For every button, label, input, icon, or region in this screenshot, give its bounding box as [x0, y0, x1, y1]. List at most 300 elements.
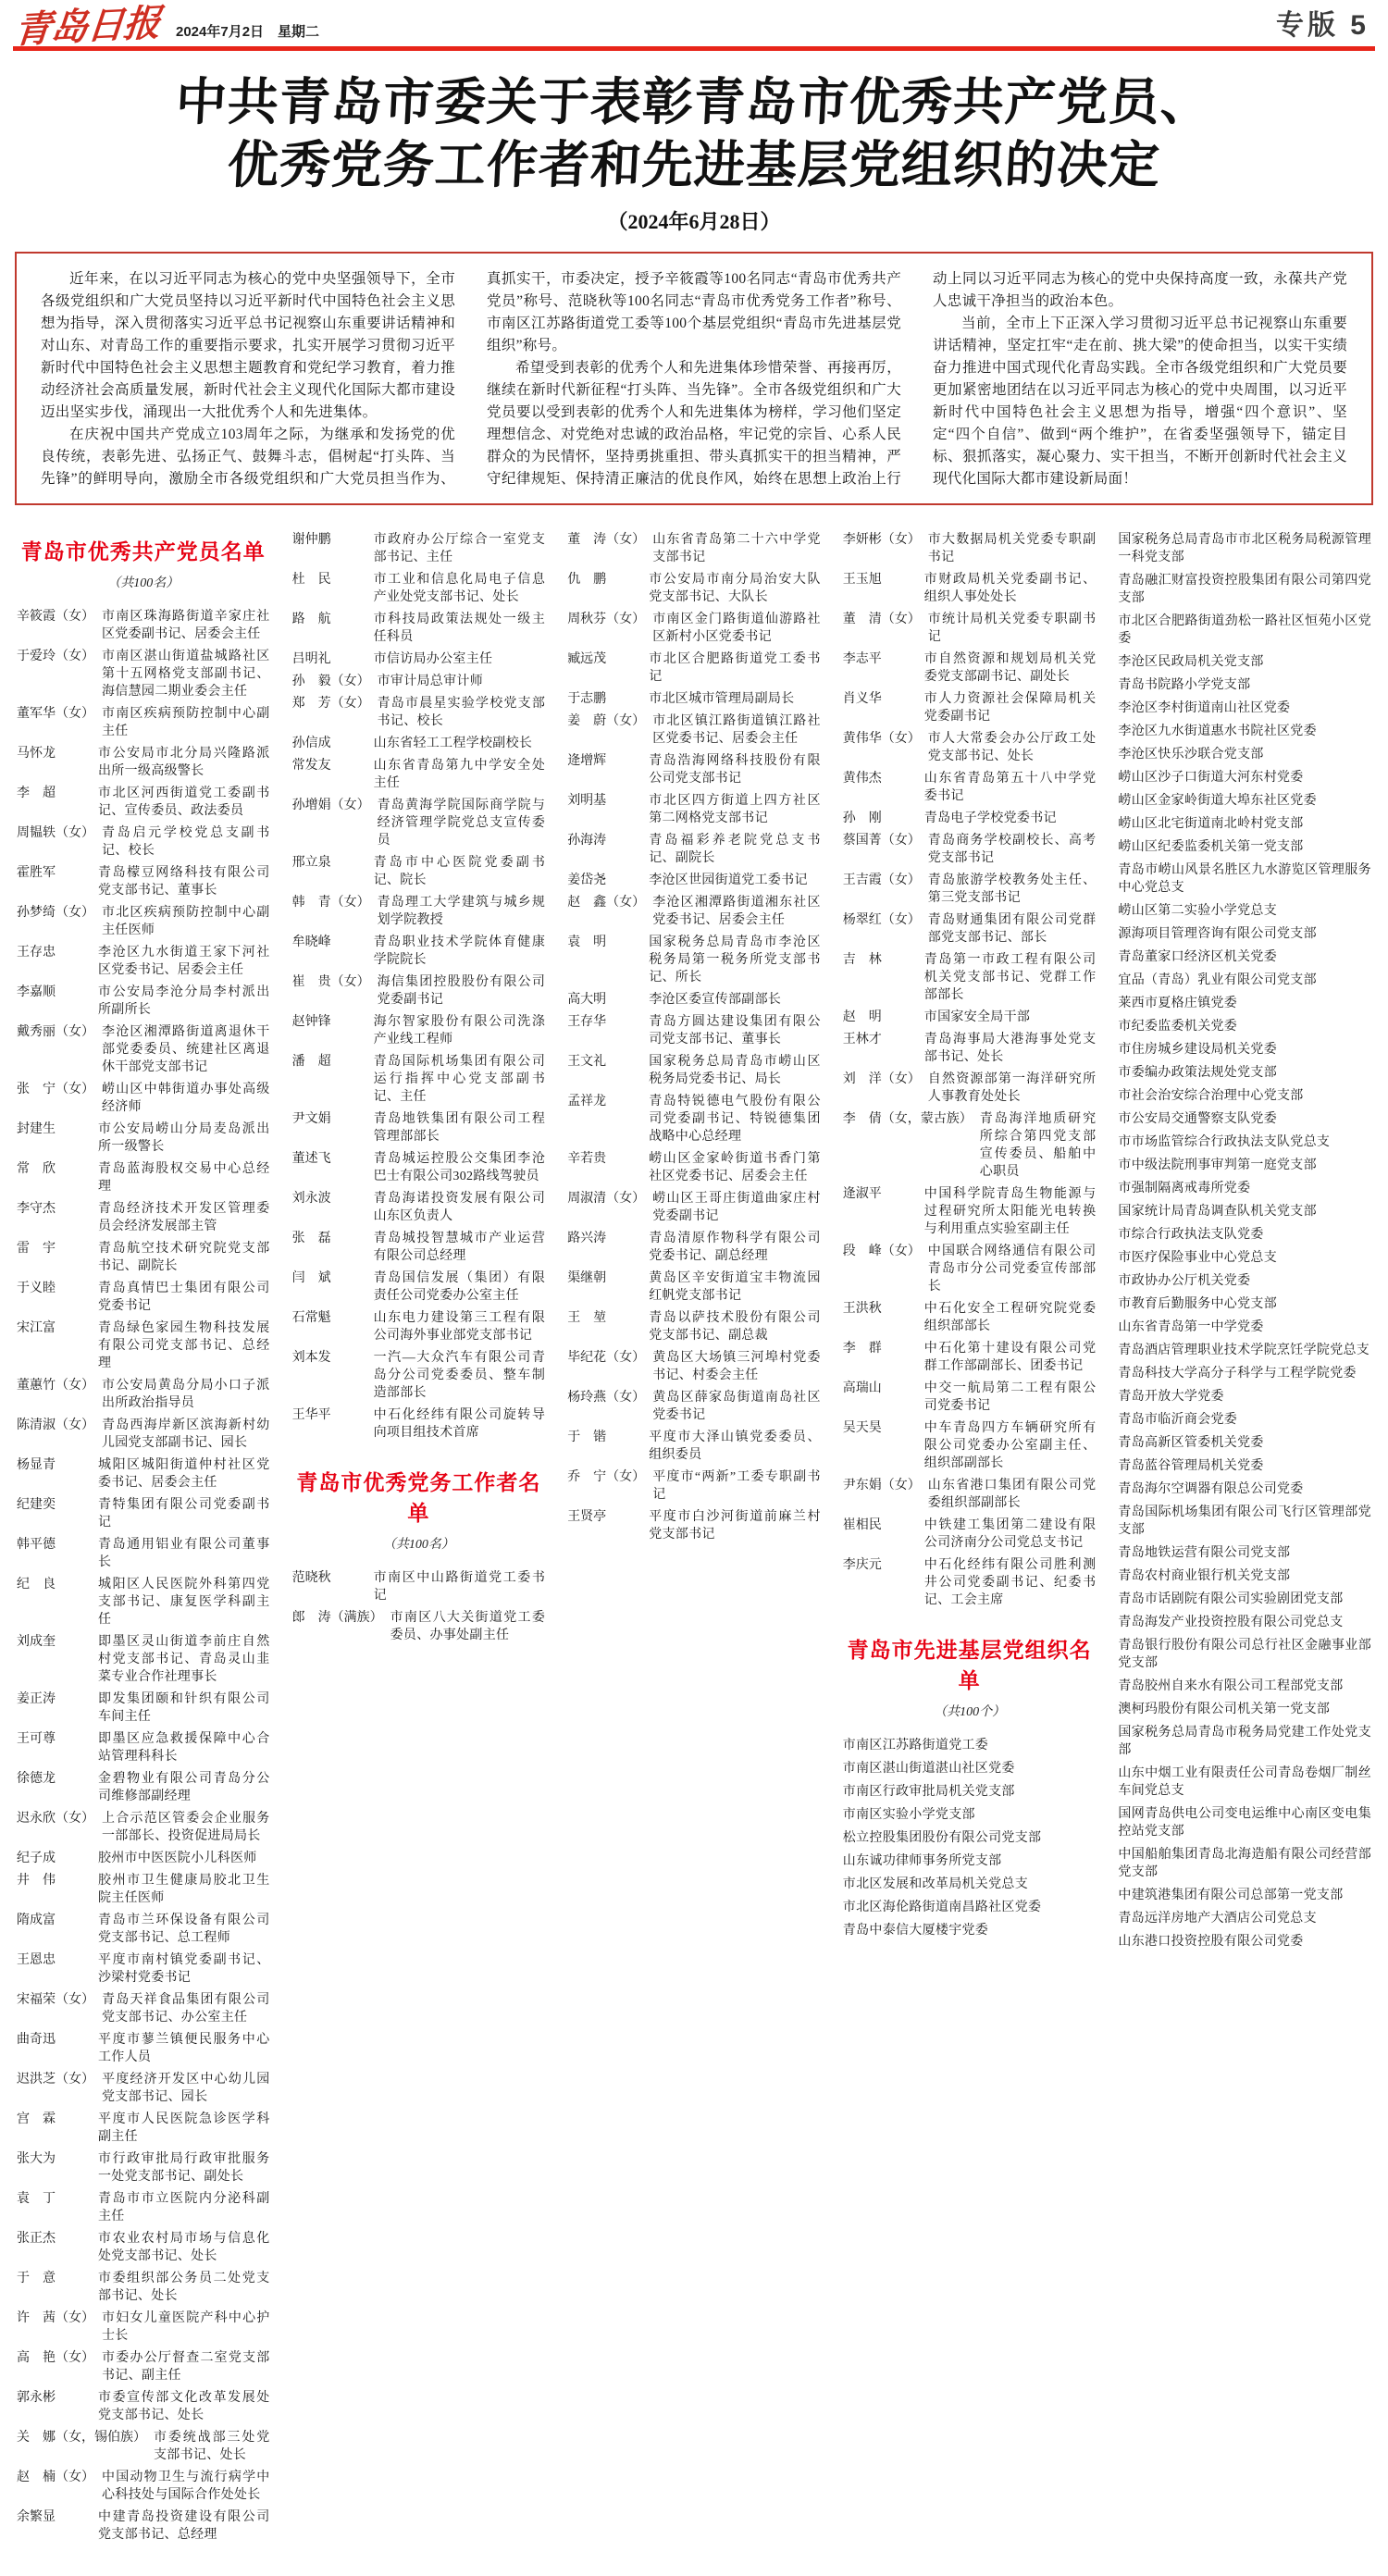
person-name: 黄伟华（女）: [842, 732, 921, 746]
person-title: 市妇女儿童医院产科中心护士长: [102, 2311, 270, 2343]
person-name: 吴天昊: [842, 1421, 882, 1435]
list-column-4: [843, 531, 1097, 2548]
person-title: 市北区城市管理局副局长: [649, 692, 795, 706]
person-entry: [567, 1468, 821, 1504]
person-title: 市南区中山路街道党工委书记: [373, 1571, 546, 1603]
person-name: 崔相民: [842, 1518, 882, 1532]
org-entry: 崂山区纪委监委机关第一党支部: [1118, 840, 1304, 854]
person-title: 市南区珠海路街道辛家庄社区党委副书记、居委会主任: [102, 610, 270, 641]
person-name: 王华平: [291, 1408, 331, 1422]
org-entry: 市公安局交通警察支队党委: [1118, 1112, 1277, 1126]
person-title: 山东省轻工工程学校副校长: [373, 737, 533, 750]
person-title: 中国联合网络通信有限公司青岛市分公司党委宣传部部长: [927, 1245, 1097, 1294]
person-entry: [17, 1456, 270, 1492]
person-entry: [292, 1230, 546, 1265]
org-entry: 山东省青岛第一中学党委: [1118, 1320, 1264, 1334]
person-entry: [17, 1991, 270, 2026]
person-entry: [567, 611, 821, 646]
person-title: 市信访局办公室主任: [373, 652, 493, 666]
person-entry: [843, 1243, 1097, 1295]
person-entry: [292, 1053, 546, 1106]
person-name: 迟永欣（女）: [17, 1812, 94, 1826]
person-title: 青岛商务学校副校长、高考党支部书记: [927, 834, 1097, 865]
person-name: 关 娜（女，锡伯族）: [17, 2431, 146, 2445]
person-title: 平度市南村镇党委副书记、沙梁村党委书记: [98, 1953, 270, 1985]
person-name: 范晓秋: [291, 1571, 331, 1585]
person-entry: [17, 1810, 270, 1845]
person-name: 于志鹏: [567, 692, 607, 706]
person-title: 中石化第十建设有限公司党群工作部副部长、团委书记: [923, 1342, 1097, 1373]
intro-paragraph: 在庆祝中国共产党成立103周年之际，为继承和发扬党的优良传统，表彰先进、弘扬正气、鼓舞斗志，倡树起“打头阵、当先锋”的鲜明导向，激励全市各级党组织和广大党员担当作为、真抓实干，市委决定，授予辛筱霞等100名同志“青岛市优秀共产党员”称号、范晓秋等100名同志“青岛市优秀党务工作者”称号、市南区江苏路街道党工委等100个基层党组织“青岛市先进基层党组织”称号。: [41, 271, 901, 487]
person-name: 刘 洋（女）: [842, 1072, 921, 1086]
person-title: 平度市大泽山镇党委委员、组织委员: [649, 1430, 821, 1462]
person-title: 青岛国信发展（集团）有限责任公司党委办公室主任: [373, 1271, 546, 1303]
person-name: 李妍彬（女）: [842, 533, 921, 547]
person-name: 郑 芳（女）: [291, 697, 370, 711]
person-entry: [292, 757, 546, 792]
intro-paragraph: 希望受到表彰的优秀个人和先进集体珍惜荣誉、再接再厉，继续在新时代新征程“打头阵、当先锋”。全市各级党组织和广大党员要以受到表彰的优秀个人和先进集体为榜样，学习他们坚定理想信念、对党绝对忠诚的政治品格，牢记党的宗旨、心系人民群众的为民情怀，坚持勇挑重担、带头真抓实干的担当精神，严守纪律规矩、保持清正廉洁的优良作风，始终在思想上政治上行动上同以习近平同志为核心的党中央保持高度一致，永葆共产党人忠诚干净担当的政治本色。: [487, 271, 1347, 487]
person-entry: [843, 832, 1097, 867]
person-name: 高大明: [567, 993, 607, 1007]
person-name: 吉 林: [842, 953, 882, 967]
person-entry: [843, 730, 1097, 765]
person-title: 黄岛区薛家岛街道南岛社区党委书记: [652, 1391, 821, 1422]
person-entry: [292, 571, 546, 606]
person-title: 青岛绿色家园生物科技发展有限公司党支部书记、总经理: [98, 1321, 270, 1370]
person-title: 黄岛区大场镇三河埠村党委书记、村委会主任: [652, 1351, 821, 1382]
person-title: 中国动物卫生与流行病学中心科技处与国际合作处处长: [102, 2471, 270, 2502]
person-title: 青岛城投智慧城市产业运营有限公司总经理: [373, 1232, 546, 1263]
masthead-date: 2024年7月2日 星期二: [176, 24, 320, 40]
org-entry: 松立控股集团股份有限公司党支部: [842, 1831, 1042, 1845]
person-entry: [292, 894, 546, 929]
person-title: 上合示范区管委会企业服务一部部长、投资促进局局长: [102, 1812, 270, 1843]
person-name: 陈清淑（女）: [17, 1418, 94, 1432]
person-entry: [843, 1380, 1097, 1415]
person-title: 市政府办公厅综合一室党支部书记、主任: [373, 533, 546, 564]
org-entry: 市住房城乡建设局机关党委: [1118, 1043, 1277, 1057]
person-entry: [292, 1190, 546, 1225]
person-entry: [567, 1150, 821, 1185]
person-title: 青岛航空技术研究院党支部书记、副院长: [98, 1242, 270, 1273]
person-title: 青岛真情巴士集团有限公司党委书记: [98, 1282, 270, 1313]
person-entry: [567, 1429, 821, 1464]
person-entry: [292, 531, 546, 566]
person-name: 纪建奕: [17, 1498, 56, 1512]
person-entry: [17, 1951, 270, 1987]
person-entry: [567, 1190, 821, 1225]
person-title: 青岛福彩养老院党总支书记、副院长: [649, 834, 821, 865]
person-title: 青岛财通集团有限公司党群部党支部书记、部长: [927, 913, 1097, 945]
person-title: 青岛特锐德电气股份有限公司党委副书记、特锐德集团战略中心总经理: [649, 1095, 821, 1144]
person-entry: [17, 1377, 270, 1412]
org-entry: 中国船舶集团青岛北海造船有限公司经营部党支部: [1118, 1848, 1371, 1879]
org-entry: 国家统计局青岛调查队机关党支部: [1118, 1205, 1317, 1219]
person-entry: [567, 1230, 821, 1265]
org-entry: 市市场监管综合行政执法支队党总支: [1118, 1135, 1331, 1149]
person-title: 市自然资源和规划局机关党委党支部副书记、副处长: [923, 652, 1097, 684]
person-entry: [843, 1071, 1097, 1106]
org-entry: 青岛融汇财富投资控股集团有限公司第四党支部: [1118, 574, 1371, 605]
person-entry: [843, 1340, 1097, 1375]
person-title: 山东省青岛第九中学安全处主任: [373, 759, 546, 790]
person-entry: [292, 1110, 546, 1146]
person-entry: [17, 1536, 270, 1571]
person-title: 青岛市市立医院内分泌科副主任: [98, 2192, 270, 2223]
person-title: 青岛市晨星实验学校党支部书记、校长: [377, 697, 546, 728]
org-entry: 青岛胶州自来水有限公司工程部党支部: [1118, 1679, 1344, 1693]
person-name: 高瑞山: [842, 1381, 882, 1395]
person-name: 董 清（女）: [842, 613, 921, 626]
person-title: 青岛海事局大港海事处党支部书记、处长: [923, 1033, 1097, 1064]
person-title: 市委组织部公务员二处党支部书记、处长: [98, 2272, 270, 2303]
person-name: 董蕙竹（女）: [17, 1379, 94, 1393]
person-title: 市科技局政策法规处一级主任科员: [373, 613, 546, 644]
person-title: 城阳区人民医院外科第四党支部书记、康复医学科副主任: [98, 1578, 270, 1627]
person-name: 姜 蔚（女）: [567, 714, 646, 728]
person-title: 青岛市兰环保设备有限公司党支部书记、总工程师: [98, 1913, 270, 1945]
org-entry: 青岛地铁运营有限公司党支部: [1118, 1546, 1291, 1560]
masthead-left: [12, 0, 320, 53]
person-name: 姜正涛: [17, 1692, 56, 1706]
person-title: 自然资源部第一海洋研究所人事教育处处长: [927, 1072, 1097, 1104]
person-title: 海信集团控股股份有限公司党委副书记: [377, 975, 546, 1007]
person-title: 市南区八大关街道党工委委员、办事处副主任: [390, 1611, 546, 1642]
person-name: 雷 宇: [17, 1242, 56, 1256]
person-name: 袁 丁: [17, 2192, 56, 2206]
person-title: 市大数据局机关党委专职副书记: [927, 533, 1097, 564]
person-entry: [17, 2469, 270, 2504]
list-column-2: [292, 531, 546, 2548]
person-name: 孙 刚: [842, 811, 882, 825]
person-name: 马怀龙: [17, 747, 56, 761]
person-name: 王洪秋: [842, 1302, 882, 1316]
list-column-3: [567, 531, 821, 2548]
person-title: 市人力资源社会保障局机关党委副书记: [923, 692, 1097, 724]
person-title: 市北区河西街道党工委副书记、宣传委员、政法委员: [98, 786, 270, 818]
person-title: 李沧区委宣传部副部长: [649, 993, 782, 1007]
org-entry: 市南区实验小学党支部: [842, 1808, 975, 1822]
person-title: 青岛天祥食品集团有限公司党支部书记、办公室主任: [102, 1993, 270, 2025]
person-title: 市财政局机关党委副书记、组织人事处处长: [923, 573, 1097, 604]
person-title: 金碧物业有限公司青岛分公司维修部副经理: [98, 1772, 270, 1803]
person-name: 毕纪花（女）: [567, 1351, 646, 1365]
person-title: 青岛以萨技术股份有限公司党支部书记、副总裁: [649, 1311, 821, 1343]
person-name: 渠继朝: [567, 1271, 607, 1285]
person-title: 青岛通用铝业有限公司董事长: [98, 1538, 270, 1569]
person-entry: [567, 832, 821, 867]
org-entry: 宜品（青岛）乳业有限公司党支部: [1118, 973, 1317, 987]
section-count: （共100个）: [934, 1705, 1006, 1719]
person-entry: [292, 673, 546, 690]
person-entry: [17, 864, 270, 899]
org-entry: 青岛蓝谷管理局机关党委: [1118, 1459, 1264, 1473]
org-entry: 崂山区第二实验小学党总支: [1118, 904, 1277, 918]
person-name: 刘本发: [291, 1351, 331, 1365]
person-name: 常发友: [291, 759, 331, 773]
org-entry: 市教育后勤服务中心党支部: [1118, 1297, 1277, 1311]
person-entry: [843, 1185, 1097, 1238]
person-title: 市农业农村局市场与信息化处党支部书记、处长: [98, 2232, 270, 2263]
person-name: 张正杰: [17, 2232, 56, 2246]
person-title: 青岛电子学校党委书记: [923, 811, 1057, 825]
person-name: 王吉霞（女）: [842, 873, 921, 887]
org-entry: 青岛市崂山风景名胜区九水游览区管理服务中心党总支: [1118, 863, 1371, 895]
org-entry: 山东诚功律师事务所党支部: [842, 1854, 1002, 1868]
person-name: 杨玲燕（女）: [567, 1391, 646, 1405]
person-title: 青岛浩海网络科技股份有限公司党支部书记: [649, 754, 821, 786]
org-entry: 国网青岛供电公司变电运维中心南区变电集控站党支部: [1118, 1807, 1371, 1839]
person-entry: [17, 2230, 270, 2265]
person-entry: [17, 2349, 270, 2384]
person-name: 常 欣: [17, 1162, 56, 1176]
person-entry: [567, 1508, 821, 1543]
org-entry: 市医疗保险事业中心党总支: [1118, 1251, 1277, 1265]
org-entry: 市委编办政策法规处党支部: [1118, 1066, 1277, 1080]
person-title: 李沧区九水街道王家下河社区党委书记、居委会主任: [98, 946, 270, 977]
person-name: 李 倩（女，蒙古族）: [842, 1112, 973, 1126]
person-name: 王可尊: [17, 1732, 56, 1746]
person-name: 黄伟杰: [842, 772, 882, 786]
person-title: 中交一航局第二工程有限公司党委书记: [923, 1381, 1097, 1413]
person-title: 市工业和信息化局电子信息产业处党支部书记、处长: [373, 573, 546, 604]
org-entry: 青岛市话剧院有限公司实验剧团党支部: [1118, 1592, 1344, 1606]
person-entry: [567, 1053, 821, 1088]
person-entry: [17, 705, 270, 740]
person-title: 市委统战部三处党支部书记、处长: [154, 2431, 270, 2462]
org-entry: 青岛高新区管委机关党委: [1118, 1436, 1264, 1450]
org-entry: 国家税务总局青岛市市北区税务局税源管理一科党支部: [1118, 533, 1371, 564]
person-entry: [292, 735, 546, 752]
person-entry: [843, 810, 1097, 827]
person-entry: [843, 1300, 1097, 1335]
person-title: 青岛海诺投资发展有限公司山东区负责人: [373, 1192, 546, 1223]
person-title: 平度市白沙河街道前麻兰村党支部书记: [649, 1510, 821, 1542]
person-name: 于义睦: [17, 1282, 56, 1295]
person-title: 山东省青岛第五十八中学党委书记: [923, 772, 1097, 803]
person-name: 韩 青（女）: [291, 896, 370, 910]
headline-dateline: （2024年6月28日）: [607, 210, 781, 233]
person-entry: [292, 854, 546, 889]
person-entry: [292, 1349, 546, 1402]
person-name: 赵钟锋: [291, 1015, 331, 1029]
person-name: 周淑清（女）: [567, 1192, 646, 1206]
person-entry: [17, 1280, 270, 1315]
person-name: 刘明基: [567, 794, 607, 808]
list-column-5: [1118, 531, 1371, 2548]
person-title: 市人大常委会办公厅政工处党支部书记、处长: [927, 732, 1097, 763]
org-entry: 崂山区金家岭街道大埠东社区党委: [1118, 794, 1317, 808]
person-name: 纪 良: [17, 1578, 56, 1591]
person-title: 崂山区中韩街道办事处高级经济师: [102, 1083, 270, 1114]
person-name: 刘成奎: [17, 1635, 56, 1649]
person-name: 逄增辉: [567, 754, 607, 768]
person-entry: [843, 911, 1097, 947]
person-name: 于 意: [17, 2272, 56, 2285]
person-title: 中铁建工集团第二建设有限公司济南分公司党总支书记: [923, 1518, 1097, 1550]
org-entry: 青岛中泰信大厦楼宇党委: [842, 1924, 989, 1938]
person-name: 李守杰: [17, 1202, 56, 1216]
person-name: 尹文娟: [291, 1112, 331, 1126]
person-entry: [17, 1496, 270, 1531]
org-entry: 市南区行政审批局机关党支部: [842, 1785, 1015, 1799]
person-title: 青岛方圆达建设集团有限公司党支部书记、董事长: [649, 1015, 821, 1046]
person-name: 袁 明: [567, 935, 607, 949]
person-entry: [843, 690, 1097, 725]
person-title: 即发集团颐和针织有限公司车间主任: [98, 1692, 270, 1724]
person-entry: [292, 695, 546, 730]
person-entry: [17, 1770, 270, 1805]
person-entry: [292, 1406, 546, 1442]
person-name: 郎 涛（满族）: [291, 1611, 383, 1625]
org-entry: 市政协办公厅机关党委: [1118, 1274, 1251, 1288]
list-column-1: [17, 531, 270, 2548]
org-entry: 市北区合肥路街道劲松一路社区恒苑小区党委: [1118, 614, 1371, 646]
person-entry: [17, 1730, 270, 1765]
section-heading: [17, 535, 270, 591]
org-entry: 市强制隔离戒毒所党委: [1118, 1182, 1251, 1195]
person-entry: [17, 1319, 270, 1372]
person-name: 霍胜军: [17, 866, 56, 880]
org-entry: 市纪委监委机关党委: [1118, 1020, 1238, 1034]
person-entry: [843, 1009, 1097, 1026]
person-title: 崂山区王哥庄街道曲家庄村党委副书记: [652, 1192, 821, 1223]
org-entry: 青岛科技大学高分子科学与工程学院党委: [1118, 1367, 1357, 1381]
person-name: 王林才: [842, 1033, 882, 1046]
person-name: 戴秀丽（女）: [17, 1025, 94, 1039]
person-entry: [17, 1121, 270, 1156]
person-name: 孙梦绮（女）: [17, 906, 94, 920]
org-entry: 崂山区沙子口街道大河东村党委: [1118, 771, 1304, 785]
person-entry: [17, 984, 270, 1019]
person-title: 中石化安全工程研究院党委组织部部长: [923, 1302, 1097, 1333]
person-name: 孙信成: [291, 737, 331, 750]
person-entry: [17, 2111, 270, 2146]
person-entry: [567, 712, 821, 748]
section-title: 青岛市先进基层党组织名单: [847, 1638, 1092, 1692]
person-name: 李庆元: [842, 1558, 882, 1572]
org-entry: 青岛农村商业银行机关党支部: [1118, 1569, 1291, 1583]
person-entry: [17, 2270, 270, 2305]
org-entry: 李沧区民政局机关党支部: [1118, 655, 1264, 669]
person-name: 高 艳（女）: [17, 2351, 94, 2365]
person-entry: [17, 1081, 270, 1116]
person-entry: [292, 973, 546, 1009]
person-name: 吕明礼: [291, 652, 331, 666]
section-count: （共100名）: [107, 576, 180, 590]
person-name: 辛筱霞（女）: [17, 610, 94, 624]
person-entry: [567, 934, 821, 986]
person-entry: [567, 752, 821, 787]
org-entry: 市南区湛山街道湛山社区党委: [842, 1762, 1015, 1776]
person-entry: [843, 1031, 1097, 1066]
person-title: 青岛启元学校党总支副书记、校长: [102, 826, 270, 858]
org-entry: 山东港口投资控股有限公司党委: [1118, 1935, 1304, 1949]
person-title: 市审计局总审计师: [377, 675, 483, 688]
person-entry: [17, 944, 270, 979]
org-entry: 源海项目管理咨询有限公司党支部: [1118, 927, 1317, 941]
org-entry: 李沧区九水街道惠水书院社区党委: [1118, 724, 1317, 738]
person-entry: [17, 2071, 270, 2106]
person-title: 青岛西海岸新区滨海新村幼儿园党支部副书记、园长: [102, 1418, 270, 1450]
person-entry: [17, 785, 270, 820]
intro-paragraph: 近年来，在以习近平同志为核心的党中央坚强领导下，全市各级党组织和广大党员坚持以习近平新时代中国特色社会主义思想为指导，深入贯彻落实习近平总书记视察山东重要讲话精神和对山东、对青岛工作的重要指示要求，扎实开展学习贯彻习近平新时代中国特色社会主义思想主题教育和党纪学习教育，着力推动经济社会高质量发展，新时代社会主义现代化国际大都市建设迈出坚实步伐，涌现出一大批优秀个人和先进集体。: [41, 271, 455, 420]
person-entry: [17, 1912, 270, 1947]
person-name: 王 堃: [567, 1311, 607, 1325]
person-entry: [843, 1419, 1097, 1472]
org-entry: 青岛远洋房地产大酒店公司党总支: [1118, 1912, 1317, 1926]
person-name: 于爱玲（女）: [17, 650, 94, 663]
person-entry: [567, 1269, 821, 1305]
person-entry: [567, 1309, 821, 1344]
section-title: 青岛市优秀共产党员名单: [20, 539, 266, 564]
person-entry: [843, 1556, 1097, 1609]
person-name: 周韫轶（女）: [17, 826, 94, 840]
person-name: 徐德龙: [17, 1772, 56, 1786]
org-entry: 青岛书院路小学党支部: [1118, 678, 1251, 692]
person-title: 青岛旅游学校教务处主任、第三党支部书记: [927, 873, 1097, 905]
person-entry: [843, 951, 1097, 1004]
person-name: 乔 宁（女）: [567, 1470, 646, 1484]
person-entry: [843, 770, 1097, 805]
person-entry: [292, 1569, 546, 1604]
person-title: 市南区湛山街道盐城路社区第十五网格党支部副书记、海信慧园二期业委会主任: [102, 650, 270, 699]
section-count: （共100名）: [382, 1538, 454, 1552]
person-name: 余繁显: [17, 2510, 56, 2524]
intro-box: [15, 252, 1373, 505]
person-title: 中石化经纬有限公司胜利测井公司党委副书记、纪委书记、工会主席: [923, 1558, 1097, 1607]
person-name: 赵 楠（女）: [17, 2471, 94, 2484]
person-entry: [567, 650, 821, 686]
person-entry: [17, 2389, 270, 2424]
person-title: 胶州市中医医院小儿科医师: [98, 1852, 257, 1865]
person-entry: [17, 2031, 270, 2066]
headline-line-2: 优秀党务工作者和先进基层党组织的决定: [226, 137, 1162, 193]
person-entry: [567, 1389, 821, 1424]
person-title: 市北区疾病预防控制中心副主任医师: [102, 906, 270, 937]
person-entry: [17, 2508, 270, 2544]
person-name: 杨翠红（女）: [842, 913, 921, 927]
org-entry: 市南区江苏路街道党工委: [842, 1739, 989, 1752]
person-name: 尹东娟（女）: [842, 1479, 921, 1492]
person-entry: [843, 531, 1097, 566]
person-title: 黄岛区辛安街道宝丰物流园红帆党支部书记: [649, 1271, 821, 1303]
person-name: 李嘉顺: [17, 985, 56, 999]
person-title: 一汽—大众汽车有限公司青岛分公司党委委员、整车制造部部长: [373, 1351, 546, 1400]
person-name: 孟祥龙: [567, 1095, 607, 1108]
person-name: 杨显青: [17, 1458, 56, 1472]
person-entry: [17, 824, 270, 860]
person-entry: [17, 1023, 270, 1076]
org-entry: 青岛海发产业投资控股有限公司党总支: [1118, 1616, 1344, 1629]
person-name: 张大为: [17, 2152, 56, 2166]
person-entry: [292, 1269, 546, 1305]
person-entry: [292, 934, 546, 969]
person-name: 李 群: [842, 1342, 882, 1356]
person-name: 董军华（女）: [17, 707, 94, 721]
person-name: 赵 鑫（女）: [567, 896, 646, 910]
person-title: 市委办公厅督查二室党支部书记、副主任: [102, 2351, 270, 2383]
person-title: 市南区疾病预防控制中心副主任: [102, 707, 270, 738]
org-entry: 澳柯玛股份有限公司机关第一党支部: [1118, 1703, 1331, 1716]
person-entry: [567, 872, 821, 889]
person-name: 韩平德: [17, 1538, 56, 1552]
person-name: 孙增娟（女）: [291, 799, 370, 812]
person-entry: [843, 1477, 1097, 1512]
person-name: 逄淑平: [842, 1187, 882, 1201]
person-name: 宋江富: [17, 1321, 56, 1335]
person-name: 纪子成: [17, 1852, 56, 1865]
